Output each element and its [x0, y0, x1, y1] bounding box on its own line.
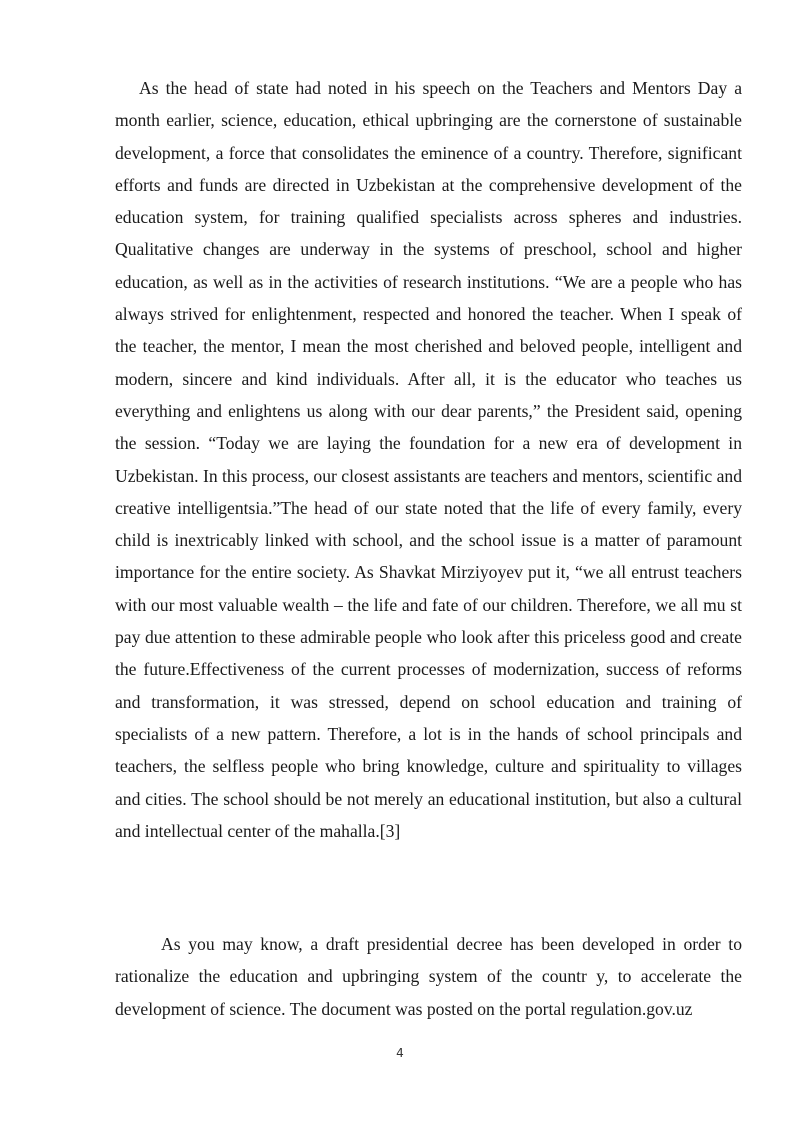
- body-paragraph-1: As the head of state had noted in his speech on the Teachers and Mentors Day a month earlier, science, education, ethical upbringing are the cornerstone of sustainable development, a force that consolidates the eminence of a country. Therefore, significant efforts and funds are directed in Uzbekistan at the comprehensive development of the education system, for training qualified specialists across spheres and industries. Qualitative changes are underway in the systems of preschool, school and higher education, as well as in the activities of research institutions. “We are a people who has always strived for enlightenment, respected and honored the teacher. When I speak of the teacher, the mentor, I mean the most cherished and beloved people, intelligent and modern, sincere and kind individuals. After all, it is the educator who teaches us everything and enlightens us along with our dear parents,” the President said, opening the session. “Today we are laying the foundation for a new era of development in Uzbekistan. In this process, our closest assistants are teachers and mentors, scientific and creative intelligentsia.”The head of our state noted that the life of every family, every child is inextricably linked with school, and the school issue is a matter of paramount importance for the entire society. As Shavkat Mirziyoyev put it, “we all entrust teachers with our most valuable wealth – the life and fate of our children. Therefore, we all mu st pay due attention to these admirable people who look after this priceless good and create the future.Effectiveness of the current processes of modernization, success of reforms and transformation, it was stressed, depend on school education and training of specialists of a new pattern. Therefore, a lot is in the hands of school principals and teachers, the selfless people who bring knowledge, culture and spirituality to villages and cities. The school should be not merely an educational institution, but also a cultural and intellectual center of the mahalla.[3]: [115, 78, 742, 841]
- body-paragraph-2: As you may know, a draft presidential decree has been developed in order to rationalize the education and upbringing system of the countr y, to accelerate the development of science. The document was posted on the portal regulation.gov.uz: [115, 934, 742, 1019]
- page-number: 4: [396, 1046, 404, 1060]
